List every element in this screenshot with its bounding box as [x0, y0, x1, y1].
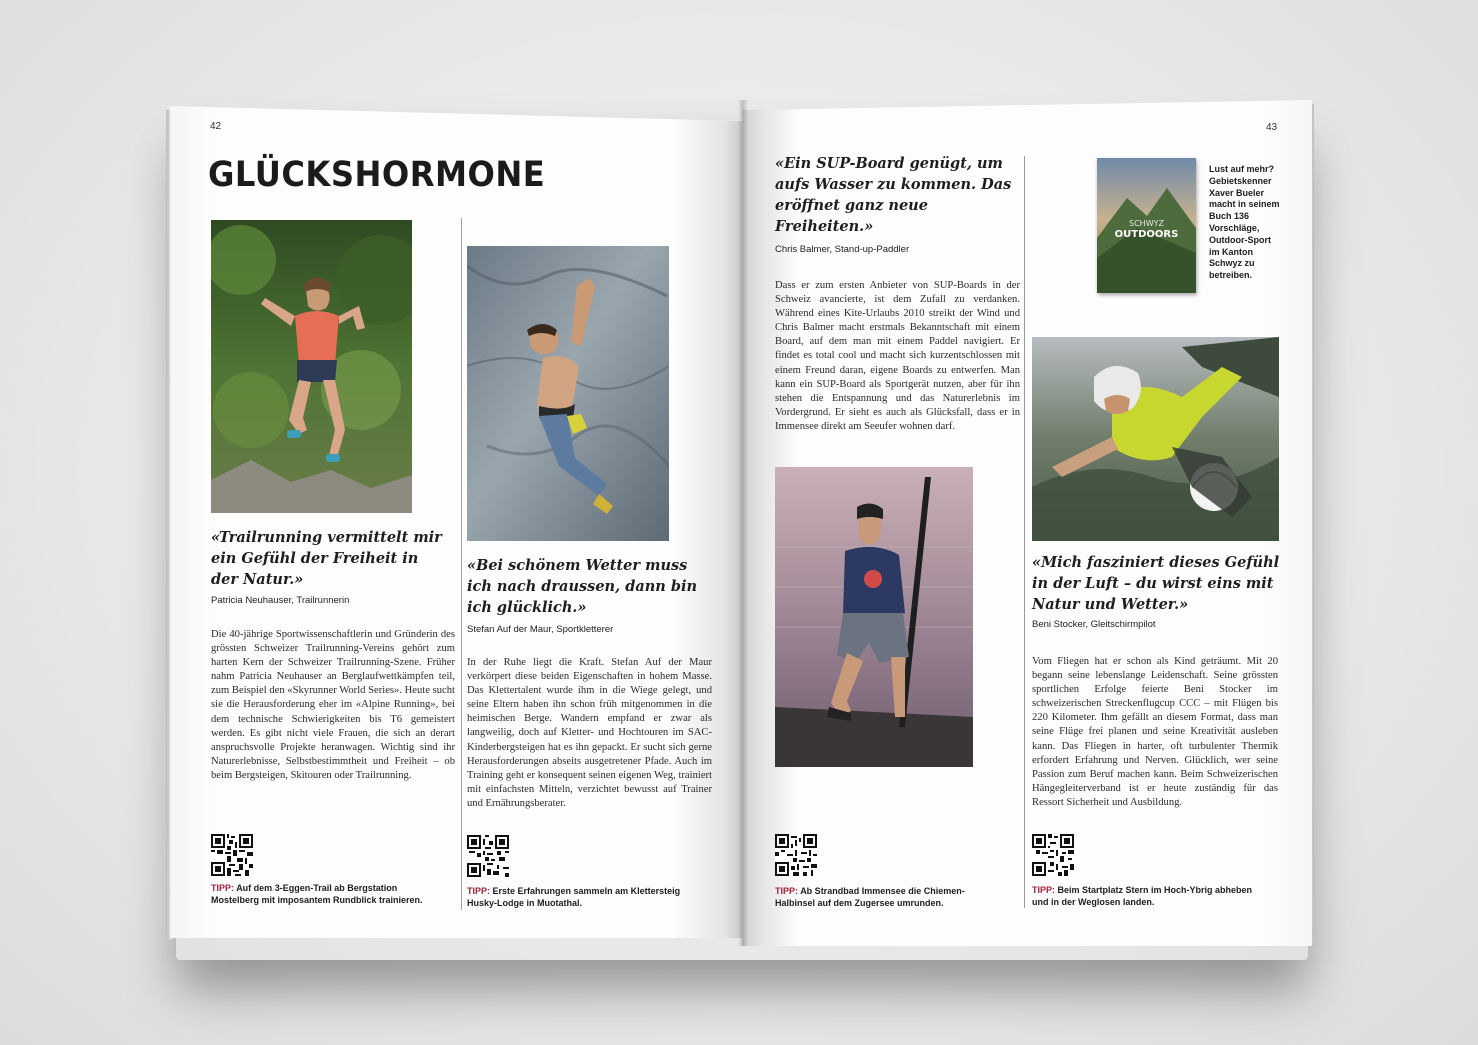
- quote-trailrunner: «Trailrunning vermittelt mir ein Gefühl der Freiheit in der Natur.»: [211, 529, 442, 588]
- quote-paraglider: «Mich fasziniert dieses Gefühl in der Luft – du wirst eins mit Natur und Wetter.»: [1032, 554, 1280, 613]
- tip-text: Beim Startplatz Stern im Hoch-Ybrig abheben und in der Weglosen landen.: [1032, 885, 1253, 907]
- photo-trailrunner: [211, 220, 412, 513]
- qr-code-trailrunner[interactable]: [211, 834, 253, 876]
- page-number-left: 42: [210, 121, 222, 132]
- tip-paraglider: [1032, 885, 1262, 908]
- book-note: Lust auf mehr? Gebietskenner Xaver Bueler macht in seinem Buch 136 Vorschläge, Outdoor-Sport im Kanton Schwyz zu betreiben.: [1209, 164, 1280, 281]
- qr-code-sup[interactable]: [775, 834, 817, 876]
- tip-label: TIPP:: [211, 883, 235, 893]
- body-trailrunner: Die 40-jährige Sportwissenschaftlerin und Gründerin des grössten Schweizer Trailrunning-Vereins gehört zum harten Kern der Schweizer Trailrunning-Szene. Früher nahm Patricia Neuhauser an Berglaufwettkämpfen teil, zum Beispiel den «Skyrunner World Series». Heute sucht sie die Herausforderung eher im «Alpine Running», bei dem technische Schwierigkeiten bis T6 gemeistert werden. Es gibt nicht viele Frauen, die sich an derart anspruchsvolle Projekte heranwagen. Wichtig sind ihr Naturerlebnisse, Selbstbestimmtheit und Freiheit – ob beim Bergsteigen, Skitouren oder Trailrunning.: [211, 629, 455, 781]
- tip-sup: [775, 886, 985, 909]
- tip-text: Erste Erfahrungen sammeln am Klettersteig Husky-Lodge in Muotathal.: [467, 886, 681, 908]
- svg-text:SCHWYZ: SCHWYZ: [1129, 219, 1164, 228]
- body-climber: In der Ruhe liegt die Kraft. Stefan Auf der Maur verkörpert diese beiden Eigenschaften in hohem Masse. Das Klettertalent wurde ihm in die Wiege gelegt, und seine Eltern haben ihn schon früh mitgenommen in die heimischen Berge. Wandern empfand er zwar als langweilig, doch auf Kletter- und Hochtouren im SAC-Kinderbergsteigen hat es ihn gepackt. Er sucht sich gerne Herausforderungen abseits ausgetretener Pfade. Auch im Training geht er konsequent seinen eigenen Weg, trainiert mit einfachsten Mitteln, verzichtet bewusst auf Trainer und Ernährungsberater.: [467, 657, 712, 809]
- page-title: GLÜCKSHORMONE: [208, 155, 546, 195]
- credit-paraglider: Beni Stocker, Gleitschirmpilot: [1032, 619, 1156, 630]
- photo-climber: [467, 246, 669, 541]
- photo-sup-paddler: [775, 467, 973, 767]
- column-divider: [1024, 156, 1025, 908]
- page-number-right: 43: [1266, 122, 1278, 133]
- credit-sup: Chris Balmer, Stand-up-Paddler: [775, 244, 910, 255]
- quote-climber: «Bei schönem Wetter muss ich nach draussen, dann bin ich glücklich.»: [467, 557, 698, 616]
- qr-code-climber[interactable]: [467, 835, 509, 877]
- photo-paraglider: [1032, 337, 1279, 541]
- tip-label: TIPP:: [775, 886, 799, 896]
- tip-trailrunner: [211, 883, 431, 906]
- column-divider: [461, 218, 462, 910]
- tip-label: TIPP:: [467, 886, 491, 896]
- tip-text: Ab Strandbad Immensee die Chiemen-Halbinsel auf dem Zugersee umrunden.: [775, 886, 965, 908]
- tip-label: TIPP:: [1032, 885, 1056, 895]
- quote-sup: «Ein SUP-Board genügt, um aufs Wasser zu kommen. Das eröffnet ganz neue Freiheiten.»: [775, 155, 1012, 235]
- spine-gutter: [738, 100, 748, 946]
- tip-climber: [467, 886, 687, 909]
- book-cover: [1097, 158, 1196, 293]
- body-paraglider: Vom Fliegen hat er schon als Kind geträumt. Mit 20 begann seine lebenslange Leidenschaft. Seine grössten sportlichen Erfolge feierte Beni Stocker im schweizerischen Streckenflugcup CCC – mit Flügen bis 220 Kilometer. Ihm gefällt an diesem Format, dass man seine Flüge frei planen und seine Kreativität ausleben kann. Das Fliegen in harter, oft turbulenter Thermik erfordert Erfahrung und Nerven. Glücklich, wer seine Passion zum Beruf machen kann. Beim Schweizerischen Hängegleiterverband ist er heute zuständig für das Ressort Sicherheit und Ausbildung.: [1032, 656, 1278, 808]
- credit-trailrunner: Patricia Neuhauser, Trailrunnerin: [211, 595, 350, 606]
- body-sup: Dass er zum ersten Anbieter von SUP-Boards in der Schweiz avancierte, ist dem Zufall zu verdanken. Während eines Kite-Urlaubs 2010 streikt der Wind und Chris Balmer macht erstmals Bekanntschaft mit einem Board, auf dem man mit einem Paddel navigiert. Er findet es total cool und macht sich kurzentschlossen mit einem Freund daran, eigene Boards zu entwerfen. Man kann ein SUP-Board als Sportgerät nutzen, aber für ihn stehen die Entspannung und das Naturerlebnis im Vordergrund. Er sieht es auch als Glücksfall, dass er in Immensee direkt am Seeufer wohnen darf.: [775, 280, 1020, 432]
- credit-climber: Stefan Auf der Maur, Sportkletterer: [467, 624, 614, 635]
- qr-code-paraglider[interactable]: [1032, 834, 1074, 876]
- tip-text: Auf dem 3-Eggen-Trail ab Bergstation Mostelberg mit imposantem Rundblick trainieren.: [211, 883, 423, 905]
- svg-text:OUTDOORS: OUTDOORS: [1114, 229, 1179, 240]
